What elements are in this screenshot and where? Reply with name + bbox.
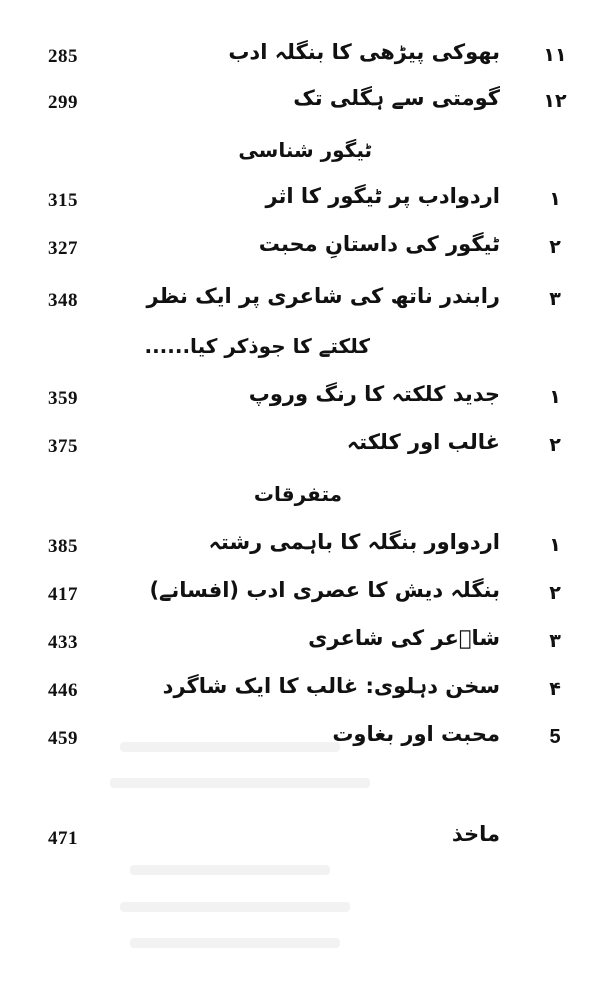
toc-entry-index: 5 — [549, 726, 561, 748]
toc-entry[interactable] — [0, 184, 600, 224]
toc-entry[interactable] — [0, 578, 600, 618]
toc-entry[interactable] — [0, 530, 600, 570]
toc-page-number: 348 — [48, 290, 78, 311]
toc-page-number: 285 — [48, 46, 78, 67]
toc-entry[interactable] — [0, 674, 600, 714]
section-heading-tagore: ٹیگور شناسی — [238, 138, 372, 162]
toc-page-number: 359 — [48, 388, 78, 409]
toc-entry[interactable] — [0, 430, 600, 470]
toc-entry-title: محبت اور بغاوت — [332, 722, 500, 746]
toc-entry-index: ۲ — [549, 582, 561, 604]
toc-entry[interactable] — [0, 722, 600, 762]
toc-entry-title: رابندر ناتھ کی شاعری پر ایک نظر — [146, 284, 500, 308]
toc-page-number: 327 — [48, 238, 78, 259]
toc-entry-index: ۳ — [549, 630, 561, 652]
toc-page-number: 471 — [48, 828, 78, 849]
bleed-through-mark — [130, 865, 330, 875]
toc-entry[interactable] — [0, 626, 600, 666]
toc-entry-title: بنگلہ دیش کا عصری ادب (افسانے) — [149, 578, 500, 602]
toc-entry-title: شاؔعر کی شاعری — [308, 626, 500, 650]
section-heading-misc: متفرقات — [253, 482, 342, 506]
toc-entry-index: ۱۲ — [543, 90, 567, 112]
toc-page-number: 375 — [48, 436, 78, 457]
bleed-through-mark — [130, 938, 340, 948]
toc-page-number: 299 — [48, 92, 78, 113]
toc-entry-index: ۱ — [549, 534, 561, 556]
toc-entry-title: جدید کلکتہ کا رنگ وروپ — [248, 382, 500, 406]
toc-entry-index: ۳ — [549, 288, 561, 310]
toc-entry[interactable] — [0, 284, 600, 324]
toc-entry[interactable] — [0, 232, 600, 272]
toc-entry-title: ٹیگور کی داستانِ محبت — [258, 232, 500, 256]
toc-page-number: 446 — [48, 680, 78, 701]
bleed-through-mark — [120, 902, 350, 912]
toc-entry[interactable] — [0, 40, 600, 80]
toc-entry-index: ۱ — [549, 386, 561, 408]
toc-entry-index: ۴ — [549, 678, 561, 700]
toc-entry[interactable] — [0, 86, 600, 126]
section-heading-kolkata: کلکتے کا جوذکر کیا...... — [144, 334, 370, 358]
toc-page-number: 417 — [48, 584, 78, 605]
toc-page-number: 433 — [48, 632, 78, 653]
toc-entry-title: غالب اور کلکتہ — [346, 430, 500, 454]
toc-entry-index: ۲ — [549, 236, 561, 258]
toc-page-number: 459 — [48, 728, 78, 749]
toc-page-number: 315 — [48, 190, 78, 211]
toc-entry-title: بھوکی پیڑھی کا بنگلہ ادب — [228, 40, 500, 64]
toc-entry-title: اردواور بنگلہ کا باہمی رشتہ — [208, 530, 500, 554]
toc-entry-title: اردوادب پر ٹیگور کا اثر — [265, 184, 500, 208]
toc-entry-title: سخن دہلوی: غالب کا ایک شاگرد — [162, 674, 500, 698]
toc-entry-index: ۱۱ — [543, 44, 567, 66]
bleed-through-mark — [110, 778, 370, 788]
toc-entry-index: ۲ — [549, 434, 561, 456]
toc-entry-index: ۱ — [549, 188, 561, 210]
toc-entry-sources[interactable] — [0, 822, 600, 862]
toc-entry[interactable] — [0, 382, 600, 422]
toc-entry-title: ماخذ — [451, 822, 500, 846]
toc-page-number: 385 — [48, 536, 78, 557]
toc-entry-title: گومتی سے ہگلی تک — [293, 86, 500, 110]
